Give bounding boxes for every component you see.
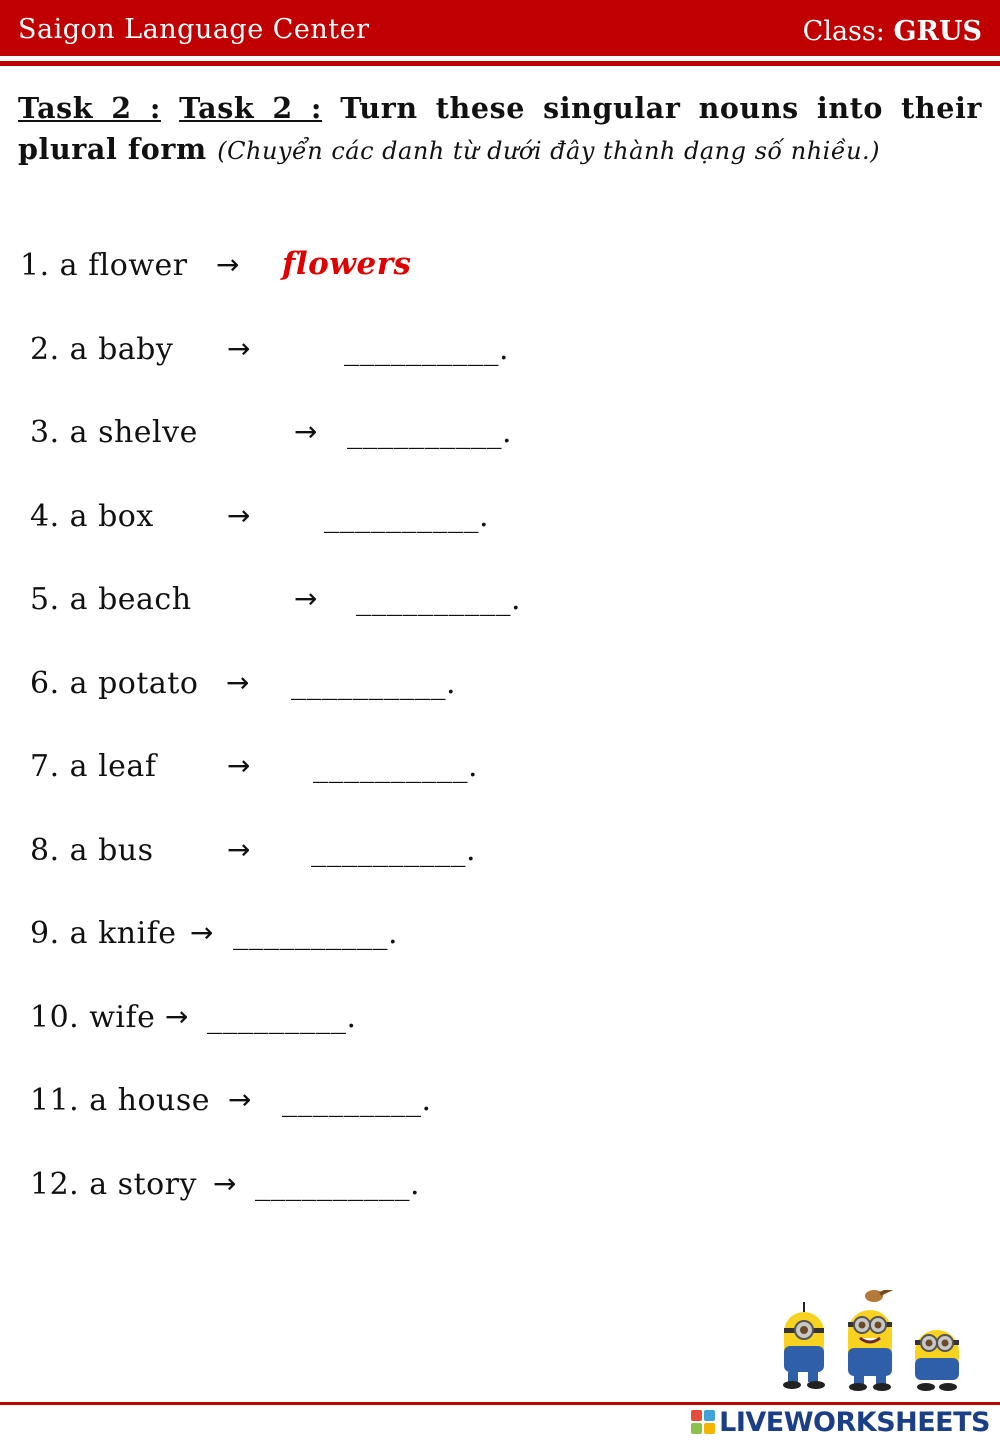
exercise-item-4 [30, 499, 490, 534]
class-value: GRUS [893, 16, 982, 47]
task-label-1: Task 2 : [18, 91, 161, 125]
item-prompt: 7. a leaf [30, 749, 157, 784]
liveworksheets-logo[interactable] [691, 1404, 990, 1440]
task-title [18, 88, 982, 172]
exercise-item-6 [30, 666, 457, 701]
item-prompt: 10. wife [30, 1000, 156, 1035]
minion-middle [848, 1290, 897, 1391]
answer-blank[interactable]: __________. [313, 749, 479, 784]
item-prompt: 6. a potato [30, 666, 199, 701]
minion-left [783, 1302, 825, 1389]
exercise-item-12 [30, 1167, 421, 1202]
item-prompt: 4. a box [30, 499, 154, 534]
exercise-item-2 [30, 332, 510, 367]
header-bar [0, 0, 1000, 56]
item-prompt: 11. a house [30, 1083, 211, 1118]
arrow-icon: → [227, 332, 251, 365]
task-translation: (Chuyển các danh từ dưới đây thành dạng số nhiều.) [217, 137, 881, 165]
exercise-item-5 [30, 582, 522, 617]
minions-illustration [770, 1290, 975, 1395]
answer-blank[interactable]: _________. [282, 1083, 432, 1118]
exercise-item-7 [30, 749, 479, 784]
answer-blank[interactable]: __________. [344, 332, 510, 367]
item-prompt: 12. a story [30, 1167, 197, 1202]
arrow-icon: → [165, 1000, 189, 1033]
logo-icon [691, 1410, 715, 1434]
answer-blank[interactable]: __________. [356, 582, 522, 617]
item-prompt: 5. a beach [30, 582, 192, 617]
answer-blank[interactable]: __________. [347, 415, 513, 450]
example-answer: flowers [282, 246, 412, 282]
task-instruction: Turn these singular nouns into their plural form [18, 91, 983, 166]
exercise-item-11 [30, 1083, 432, 1118]
exercise-item-8 [30, 833, 477, 868]
arrow-icon: → [226, 666, 250, 699]
exercise-item-10 [30, 1000, 357, 1035]
item-prompt: 3. a shelve [30, 415, 198, 450]
exercise-item-9 [30, 916, 399, 951]
arrow-icon: → [227, 833, 251, 866]
answer-blank[interactable]: __________. [233, 916, 399, 951]
center-name: Saigon Language Center [18, 14, 370, 45]
arrow-icon: → [216, 248, 240, 281]
item-prompt: 1. a flower [20, 248, 188, 283]
answer-blank[interactable]: __________. [291, 666, 457, 701]
answer-blank[interactable]: __________. [324, 499, 490, 534]
arrow-icon: → [294, 582, 318, 615]
task-label-2: Task 2 : [179, 91, 323, 125]
item-prompt: 8. a bus [30, 833, 154, 868]
arrow-icon: → [227, 499, 251, 532]
answer-blank[interactable]: _________. [207, 1000, 357, 1035]
item-prompt: 2. a baby [30, 332, 174, 367]
class-label [803, 16, 982, 47]
arrow-icon: → [228, 1083, 252, 1116]
answer-blank[interactable]: __________. [311, 833, 477, 868]
item-prompt: 9. a knife [30, 916, 177, 951]
exercise-item-1 [20, 246, 412, 283]
minion-right [915, 1330, 959, 1391]
arrow-icon: → [294, 415, 318, 448]
arrow-icon: → [227, 749, 251, 782]
brand-name: LIVEWORKSHEETS [719, 1406, 990, 1438]
answer-blank[interactable]: __________. [255, 1167, 421, 1202]
header-divider [0, 61, 1000, 66]
arrow-icon: → [190, 916, 214, 949]
exercise-item-3 [30, 415, 513, 450]
class-label-text: Class: [802, 16, 885, 47]
arrow-icon: → [213, 1167, 237, 1200]
